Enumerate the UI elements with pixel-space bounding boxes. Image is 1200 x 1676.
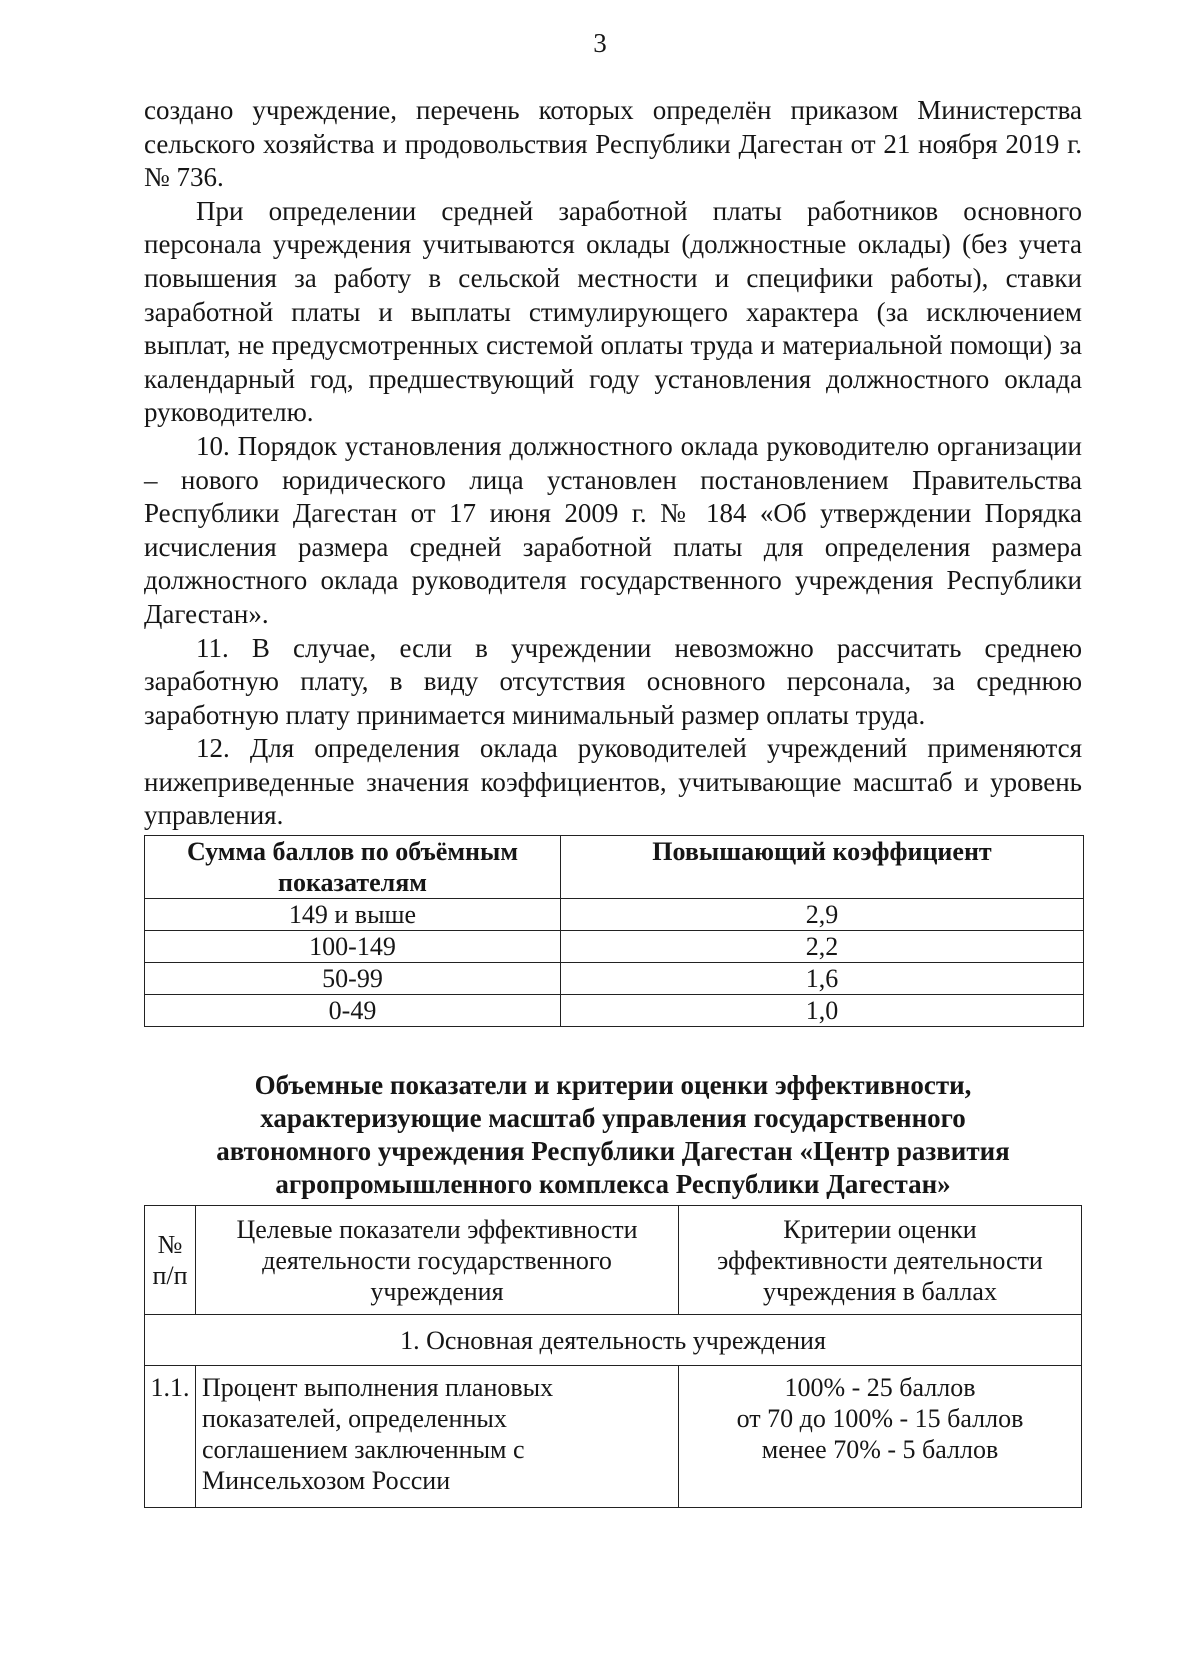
criteria-cell-line: 100% - 25 баллов (784, 1373, 976, 1403)
section-title-line: Объемные показатели и критерии оценки эффективности, (254, 1070, 972, 1101)
header-criteria-line: эффективности деятельности (717, 1245, 1043, 1275)
indicator-cell-line: Минсельхозом России (202, 1466, 451, 1496)
coefficient-cell: 2,2 (561, 931, 1084, 963)
points-range-cell: 100-149 (145, 931, 561, 963)
coefficient-cell: 1,6 (561, 963, 1084, 995)
header-number-line: п/п (152, 1261, 188, 1291)
paragraph: 12. Для определения оклада руководителей учреждений применяются нижеприведенные значения коэффициентов, учитывающие масштаб и уровень управления. (144, 733, 1082, 831)
points-range-cell: 50-99 (145, 963, 561, 995)
points-range-cell: 0-49 (145, 995, 561, 1027)
header-criteria-line: учреждения в баллах (763, 1276, 997, 1306)
coefficient-row (145, 931, 1084, 963)
section-row-label: 1. Основная деятельность учреждения (145, 1315, 1082, 1366)
paragraph: 10. Порядок установления должностного оклада руководителю организации – нового юридического лица установлен постановлением Правительства Республики Дагестан от 17 июня 2009 г. № 184 «Об утверждении Порядка исчисления размера средней заработной платы для определения размера должностного оклада руководителя государственного учреждения Республики Дагестан». (144, 430, 1082, 629)
coefficient-table-header (145, 836, 1084, 899)
header-coefficient: Повышающий коэффициент (561, 836, 1084, 899)
criteria-cell-line: от 70 до 100% - 15 баллов (736, 1404, 1024, 1434)
paragraph: При определении средней заработной платы работников основного персонала учреждения учитываются оклады (должностные оклады) (без учета повышения за работу в сельской местности и специфики работы), ставки заработной платы и выплаты стимулирующего характера (за исключением выплат, не предусмотренных системой оплаты труда и материальной помощи) за календарный год, предшествующий году установления должностного оклада руководителю. (144, 195, 1082, 428)
header-indicators (196, 1206, 679, 1315)
section-title-line: характеризующие масштаб управления государственного (260, 1103, 966, 1134)
indicator-cell (196, 1366, 679, 1508)
criteria-table-header (145, 1206, 1082, 1315)
indicator-cell-line: показателей, определенных (202, 1404, 507, 1434)
section-title (144, 1069, 1082, 1201)
header-indicators-line: учреждения (370, 1276, 504, 1306)
coefficient-cell: 1,0 (561, 995, 1084, 1027)
paragraph: создано учреждение, перечень которых определён приказом Министерства сельского хозяйства и продовольствия Республики Дагестан от 21 ноября 2019 г. № 736. (144, 95, 1082, 193)
header-indicators-line: Целевые показатели эффективности (236, 1214, 638, 1244)
coefficient-row (145, 963, 1084, 995)
criteria-cell (679, 1366, 1082, 1508)
header-criteria-line: Критерии оценки (783, 1214, 977, 1244)
criteria-row (145, 1366, 1082, 1508)
criteria-cell-line: менее 70% - 5 баллов (761, 1435, 999, 1465)
coefficient-cell: 2,9 (561, 899, 1084, 931)
coefficient-table (144, 835, 1084, 1027)
body-text (144, 94, 1082, 833)
section-title-line: агропромышленного комплекса Республики Дагестан» (275, 1169, 951, 1200)
header-number (145, 1206, 196, 1315)
paragraph: 11. В случае, если в учреждении невозможно рассчитать среднею заработную плату, в виду отсутствия основного персонала, за среднюю заработную плату принимается минимальный размер оплаты труда. (144, 632, 1082, 730)
row-number: 1.1. (145, 1366, 196, 1508)
coefficient-row (145, 899, 1084, 931)
page-number: 3 (593, 28, 607, 58)
header-points-sum: Сумма баллов по объёмным показателям (145, 836, 561, 899)
indicator-cell-line: Процент выполнения плановых (202, 1373, 554, 1403)
criteria-table (144, 1205, 1082, 1508)
header-indicators-line: деятельности государственного (262, 1245, 612, 1275)
points-range-cell: 149 и выше (145, 899, 561, 931)
header-number-line: № (157, 1230, 183, 1260)
header-criteria (679, 1206, 1082, 1315)
document-body (144, 94, 1082, 1508)
coefficient-row (145, 995, 1084, 1027)
section-title-line: автономного учреждения Республики Дагестан «Центр развития (216, 1136, 1010, 1167)
criteria-section-row (145, 1315, 1082, 1366)
indicator-cell-line: соглашением заключенным с (202, 1435, 525, 1465)
